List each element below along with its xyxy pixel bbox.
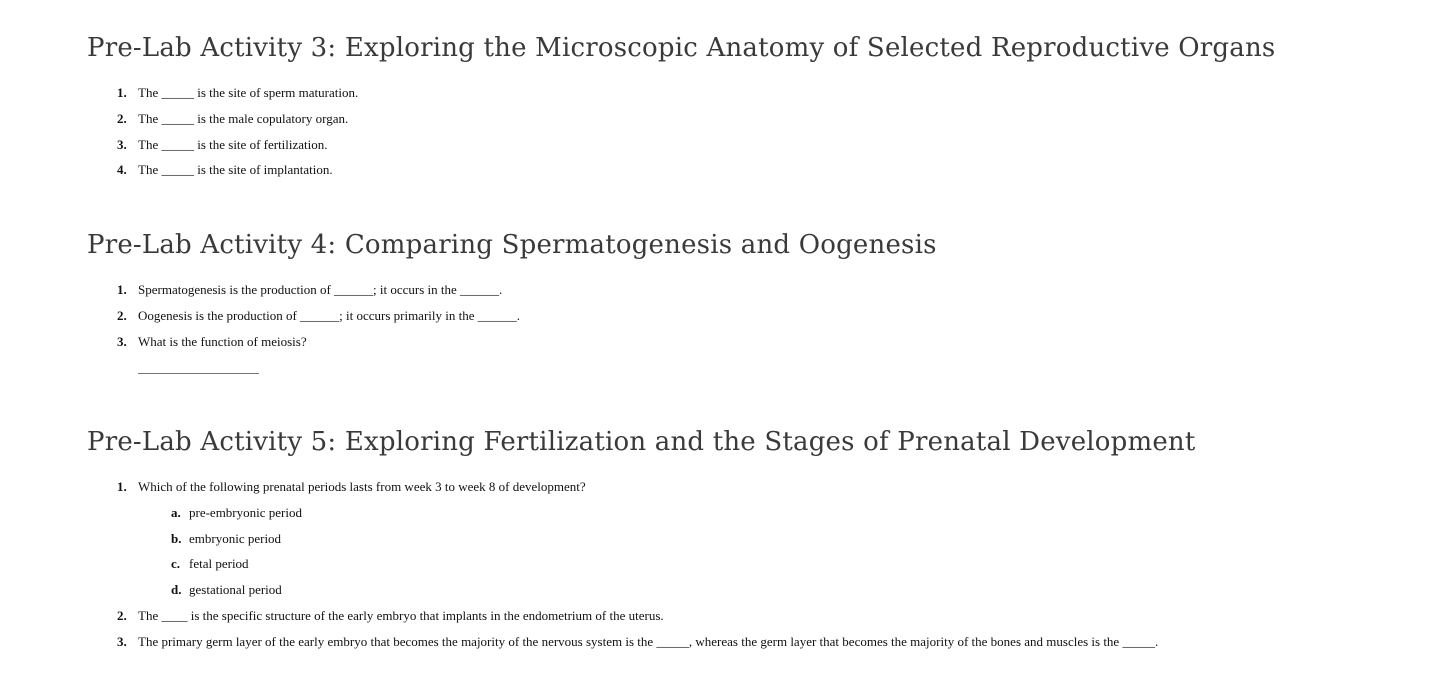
question-text: Oogenesis is the production of ______; it occurs primarily in the ______. <box>138 307 520 323</box>
activity-3-heading: Pre-Lab Activity 3: Exploring the Microscopic Anatomy of Selected Reproductive Organs <box>87 33 1276 63</box>
option-text: gestational period <box>189 582 282 598</box>
activity-5-section <box>87 427 1412 655</box>
activity-3-section <box>87 33 1412 183</box>
option-d <box>87 577 1412 603</box>
question-number: 3. <box>117 136 127 152</box>
activity-3-question-4 <box>87 157 1412 183</box>
option-letter: a. <box>171 504 181 520</box>
activity-4-heading: Pre-Lab Activity 4: Comparing Spermatogenesis and Oogenesis <box>87 230 937 260</box>
option-text: fetal period <box>189 556 249 572</box>
question-text: The _____ is the site of implantation. <box>138 162 333 178</box>
question-text: The primary germ layer of the early embryo that becomes the majority of the nervous system is the _____, whereas the germ layer that becomes the majority of the bones and muscles is the _____. <box>138 633 1159 649</box>
question-number: 1. <box>117 85 127 100</box>
activity-4-section <box>87 230 1412 374</box>
question-text: What is the function of meiosis? <box>138 333 307 349</box>
question-text: The _____ is the site of fertilization. <box>138 136 328 152</box>
activity-5-question-2 <box>87 603 1412 629</box>
option-c <box>87 551 1412 577</box>
option-letter: c. <box>171 556 181 572</box>
activity-4-question-3 <box>87 329 1412 355</box>
question-text: Which of the following prenatal periods lasts from week 3 to week 8 of development? <box>138 479 586 494</box>
question-number: 1. <box>117 479 127 494</box>
question-number: 1. <box>117 282 127 297</box>
answer-line <box>138 372 259 374</box>
activity-4-question-1 <box>87 277 1412 303</box>
activity-3-question-list <box>87 80 1412 183</box>
activity-5-heading: Pre-Lab Activity 5: Exploring Fertilization and the Stages of Prenatal Development <box>87 427 1196 457</box>
activity-4-question-2 <box>87 303 1412 329</box>
question-number: 3. <box>117 633 127 649</box>
activity-3-question-2 <box>87 106 1412 132</box>
question-number: 3. <box>117 333 127 349</box>
question-text: Spermatogenesis is the production of ______; it occurs in the ______. <box>138 282 503 297</box>
option-text: pre-embryonic period <box>189 504 302 520</box>
option-letter: d. <box>171 582 182 598</box>
question-text: The ____ is the specific structure of the early embryo that implants in the endometrium of the uterus. <box>138 607 664 623</box>
question-text: The _____ is the male copulatory organ. <box>138 110 349 126</box>
activity-3-question-3 <box>87 132 1412 158</box>
activity-5-question-1 <box>87 474 1412 500</box>
activity-5-question-list <box>87 474 1412 655</box>
activity-4-question-list <box>87 277 1412 354</box>
question-number: 2. <box>117 607 127 623</box>
question-number: 2. <box>117 110 127 126</box>
question-text: The _____ is the site of sperm maturation. <box>138 85 359 100</box>
question-number: 4. <box>117 162 127 178</box>
option-letter: b. <box>171 530 182 546</box>
activity-3-question-1 <box>87 80 1412 106</box>
option-a <box>87 500 1412 526</box>
question-number: 2. <box>117 307 127 323</box>
option-text: embryonic period <box>189 530 282 546</box>
option-b <box>87 526 1412 552</box>
activity-5-question-3 <box>87 629 1412 655</box>
